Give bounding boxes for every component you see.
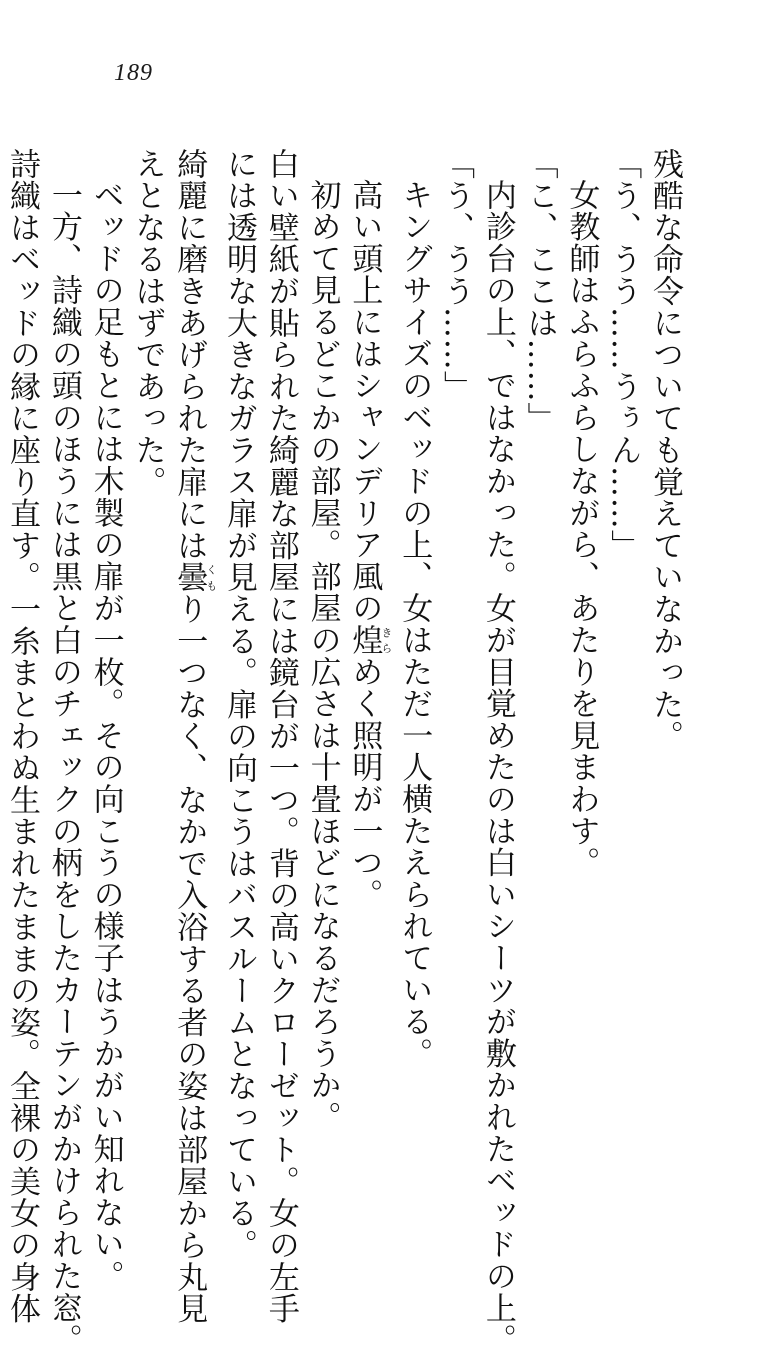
ruby-reading: きら	[379, 624, 393, 657]
text-line: 残酷な命令についても覚えていなかった。	[647, 148, 683, 753]
ruby-annotation	[171, 561, 218, 594]
text-line-with-ruby	[343, 148, 393, 1148]
ruby-base: 曇	[171, 561, 208, 594]
text-line: えとなるはずであった。	[129, 148, 166, 498]
text-line-with-ruby	[167, 148, 218, 1325]
text-segment: めく照明が一つ。	[346, 656, 383, 911]
text-segment: 綺麗に磨きあげられた扉には	[171, 148, 208, 562]
novel-body-text	[4, 148, 685, 1356]
text-line: 「こ、ここは……」	[521, 148, 558, 435]
text-line: 「う、うう……」	[438, 148, 475, 403]
text-line: 白い壁紙が貼られた綺麗な部屋には鏡台が一つ。背の高いクローゼット。女の左手	[262, 148, 299, 1325]
ruby-annotation	[346, 624, 393, 657]
ruby-reading: くも	[204, 561, 218, 594]
text-segment: り一つなく、なかで入浴する者の姿は部屋から丸見	[171, 593, 208, 1325]
ruby-base: 煌	[346, 624, 383, 657]
text-line: 内診台の上、ではなかった。女が目覚めたのは白いシーツが敷かれたベッドの上。	[479, 179, 516, 1356]
text-line: 女教師はふらふらしながら、あたりを見まわす。	[563, 179, 600, 879]
text-line: には透明な大きなガラス扉が見える。扉の向こうはバスルームとなっている。	[221, 148, 258, 1261]
text-line: キングサイズのベッドの上、女はただ一人横たえられている。	[396, 179, 433, 1070]
text-line: 「う、うう……うぅん……」	[605, 148, 642, 562]
text-line: 初めて見るどこかの部屋。部屋の広さは十畳ほどになるだろうか。	[304, 179, 341, 1133]
text-segment: 高い頭上にはシャンデリア風の	[346, 179, 383, 625]
page-number: 189	[114, 60, 153, 86]
text-line: ベッドの足もとには木製の扉が一枚。その向こうの様子はうかがい知れない。	[87, 179, 124, 1292]
text-line: 詩織はベッドの縁に座り直す。一糸まとわぬ生まれたままの姿。全裸の美女の身体	[4, 148, 41, 1325]
text-line: 一方、詩織の頭のほうには黒と白のチェックの柄をしたカーテンがかけられた窓。	[45, 179, 82, 1356]
